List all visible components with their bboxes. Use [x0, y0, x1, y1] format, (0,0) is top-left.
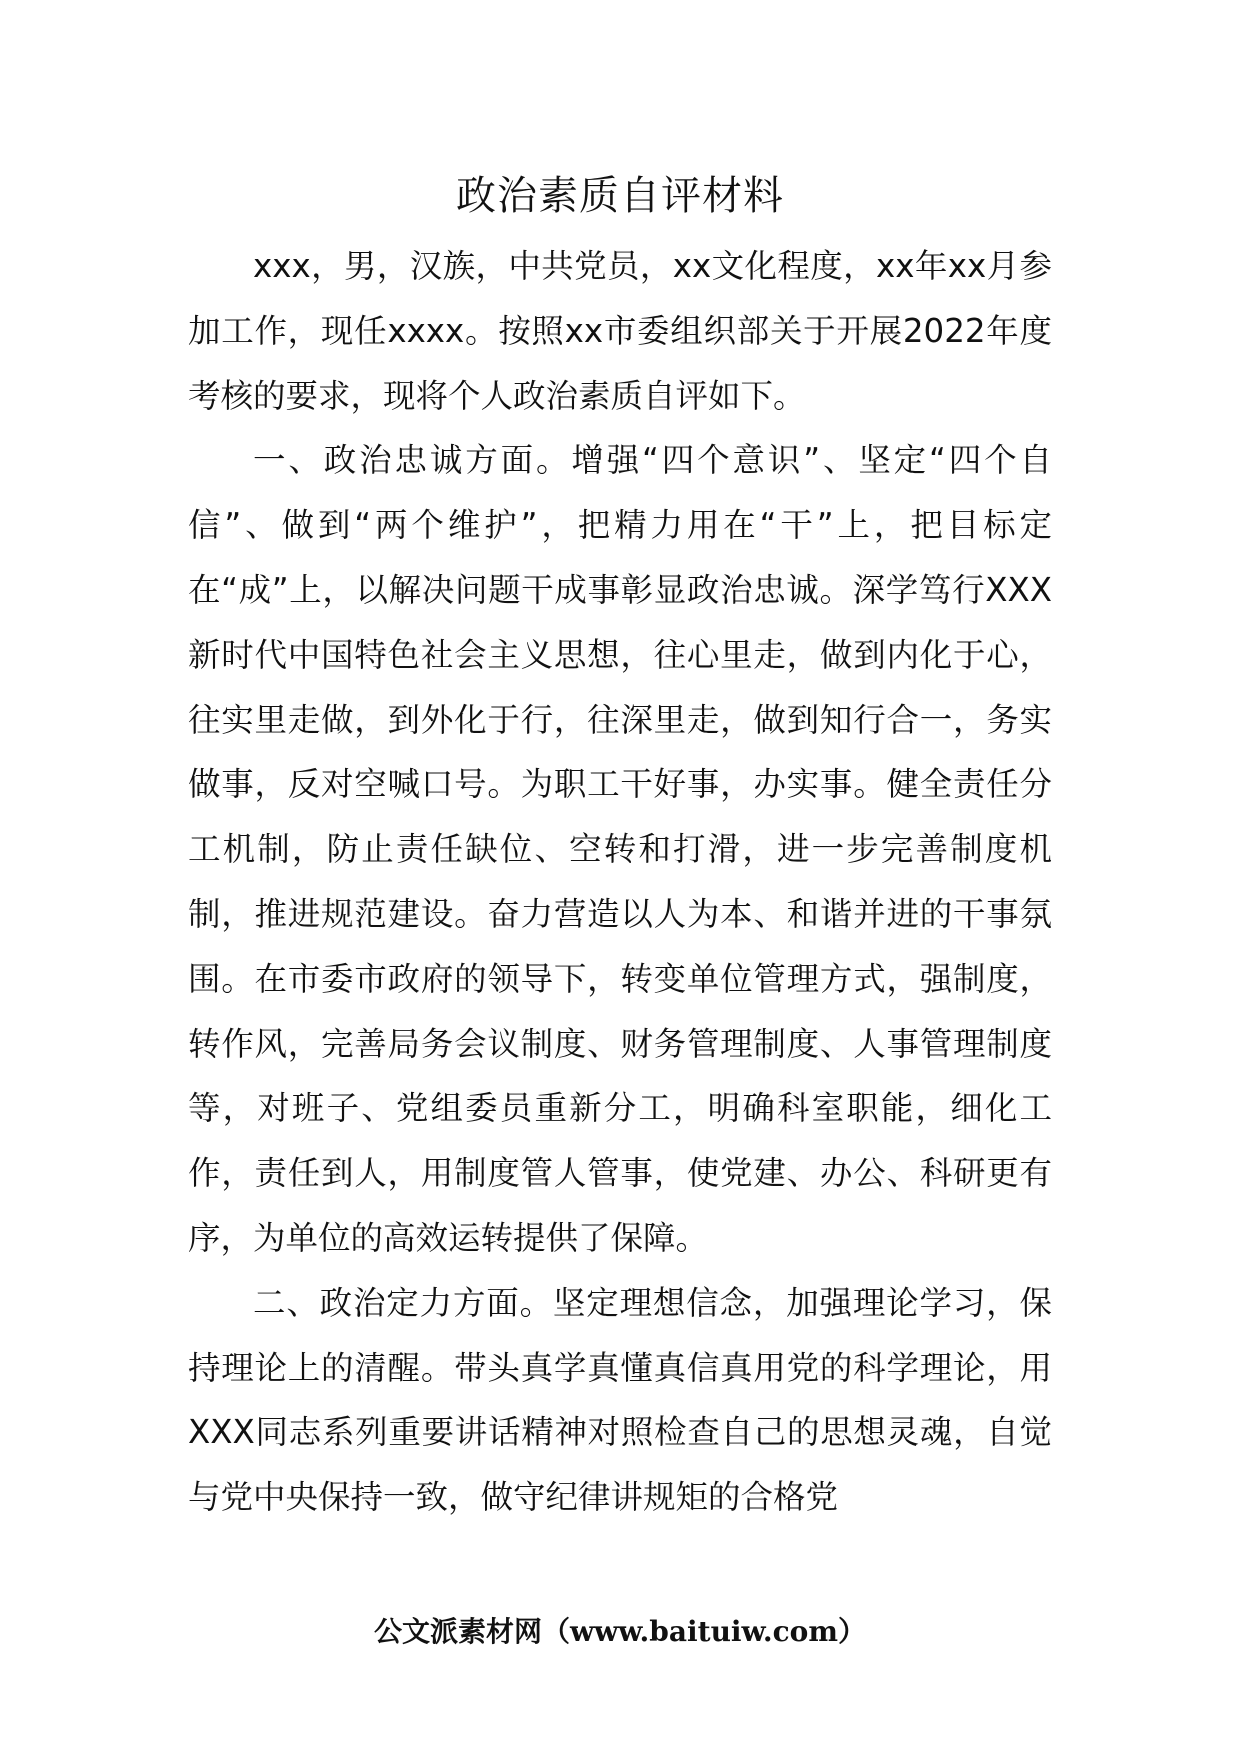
paragraph-political-loyalty: 一、政治忠诚方面。增强“四个意识”、坚定“四个自信”、做到“两个维护”，把精力用在“干”上，把目标定在“成”上，以解决问题干成事彰显政治忠诚。深学笃行XXX新时代中国特色社会主义思想，往心里走，做到内化于心，往实里走做，到外化于行，往深里走，做到知行合一，务实做事，反对空喊口号。为职工干好事，办实事。健全责任分工机制，防止责任缺位、空转和打滑，进一步完善制度机制，推进规范建设。奋力营造以人为本、和谐并进的干事氛围。在市委市政府的领导下，转变单位管理方式，强制度，转作风，完善局务会议制度、财务管理制度、人事管理制度等，对班子、党组委员重新分工，明确科室职能，细化工作，责任到人，用制度管人管事，使党建、办公、科研更有序，为单位的高效运转提供了保障。 — [188, 441, 1052, 1257]
document-body — [188, 234, 1052, 1530]
footer-watermark: 公文派素材网（www.baituiw.com） — [374, 1615, 866, 1648]
document-title: 政治素质自评材料 — [456, 173, 784, 219]
paragraph-intro: xxx，男，汉族，中共党员，xx文化程度，xx年xx月参加工作，现任xxxx。按照xx市委组织部关于开展2022年度考核的要求，现将个人政治素质自评如下。 — [188, 247, 1052, 415]
paragraph-political-determination: 二、政治定力方面。坚定理想信念，加强理论学习，保持理论上的清醒。带头真学真懂真信真用党的科学理论，用XXX同志系列重要讲话精神对照检查自己的思想灵魂，自觉与党中央保持一致，做守纪律讲规矩的合格党 — [188, 1283, 1052, 1517]
